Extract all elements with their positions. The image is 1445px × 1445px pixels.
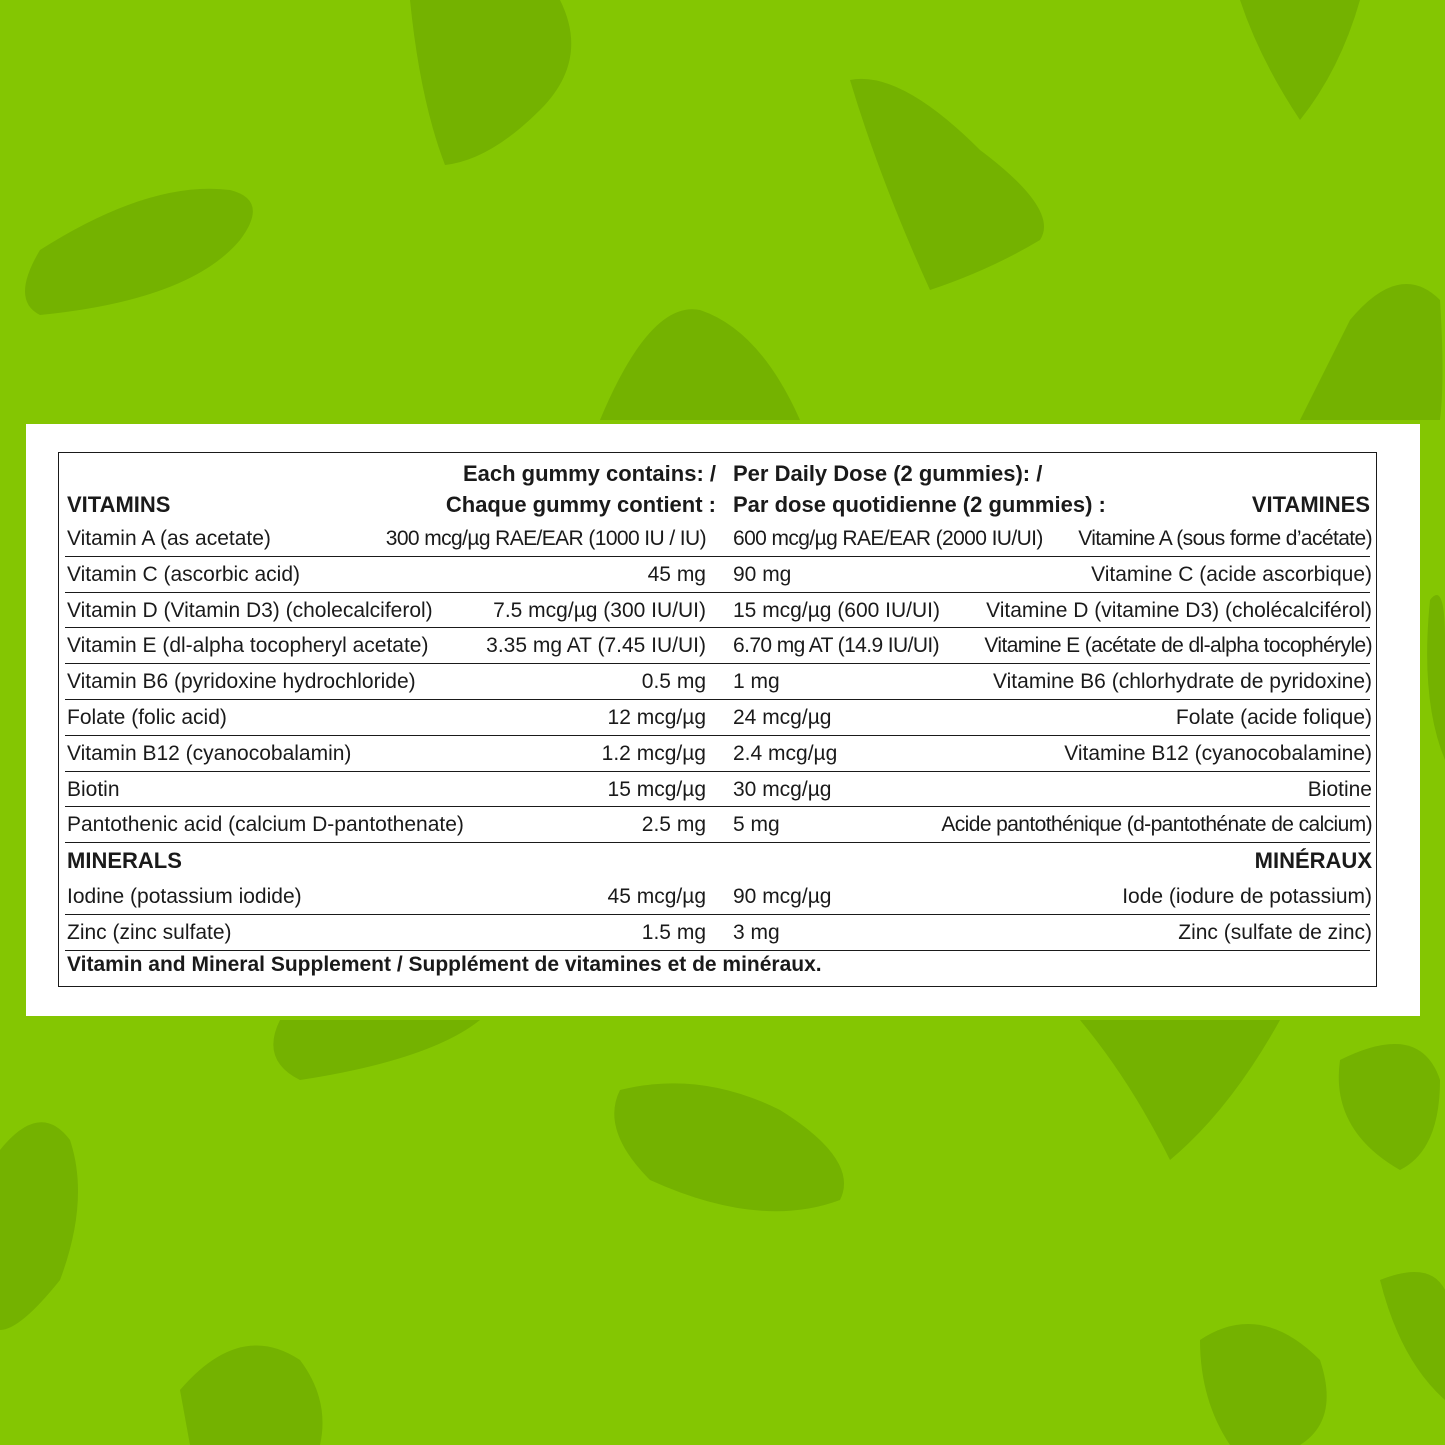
table-row	[59, 664, 1376, 700]
amount-per-gummy: 45 mg	[647, 562, 706, 586]
amount-per-day: 90 mg	[733, 562, 792, 586]
vitamins-heading-en: VITAMINS	[67, 492, 171, 517]
nutrient-name-en: Iodine (potassium iodide)	[67, 884, 302, 908]
amount-per-gummy: 12 mcg/µg	[607, 705, 706, 729]
amount-per-gummy: 15 mcg/µg	[607, 777, 706, 801]
supplement-facts-table	[58, 452, 1377, 987]
supplement-description: Vitamin and Mineral Supplement / Supplément de vitamines et de minéraux.	[67, 953, 822, 976]
nutrient-name-en: Folate (folic acid)	[67, 705, 227, 729]
amount-per-day: 15 mcg/µg (600 IU/UI)	[733, 598, 941, 622]
nutrient-name-en: Vitamin A (as acetate)	[67, 527, 271, 550]
table-row	[59, 628, 1376, 664]
nutrient-name-fr: Acide pantothénique (d-pantothénate de calcium)	[941, 813, 1372, 837]
amount-per-gummy: 45 mcg/µg	[607, 884, 706, 908]
nutrient-name-fr: Zinc (sulfate de zinc)	[1178, 920, 1372, 944]
amount-per-day: 6.70 mg AT (14.9 IU/UI)	[733, 634, 940, 658]
nutrient-name-fr: Iode (iodure de potassium)	[1122, 884, 1372, 908]
amount-per-day: 30 mcg/µg	[733, 777, 832, 801]
table-row	[59, 521, 1376, 557]
amount-per-day: 2.4 mcg/µg	[733, 741, 838, 765]
per-gummy-heading-en: Each gummy contains: /	[462, 461, 716, 486]
nutrient-name-en: Pantothenic acid (calcium D-pantothenate)	[67, 813, 464, 837]
nutrient-name-fr: Vitamine D (vitamine D3) (cholécalciférol)	[986, 598, 1372, 622]
minerals-heading-en: MINERALS	[67, 848, 182, 874]
nutrient-name-fr: Folate (acide folique)	[1175, 705, 1372, 729]
table-row	[59, 915, 1376, 951]
table-row	[59, 807, 1376, 843]
per-day-heading-fr: Par dose quotidienne (2 gummies) :	[733, 492, 1106, 517]
minerals-section-header	[59, 843, 1376, 879]
amount-per-day: 3 mg	[733, 920, 780, 944]
table-header	[59, 453, 1376, 521]
nutrient-name-en: Vitamin B6 (pyridoxine hydrochloride)	[67, 670, 416, 694]
amount-per-gummy: 1.2 mcg/µg	[601, 741, 706, 765]
amount-per-day: 1 mg	[733, 670, 780, 694]
amount-per-day: 90 mcg/µg	[733, 884, 832, 908]
amount-per-day: 24 mcg/µg	[733, 705, 832, 729]
nutrient-name-en: Biotin	[67, 777, 120, 801]
table-row	[59, 593, 1376, 629]
nutrient-name-fr: Vitamine C (acide ascorbique)	[1091, 562, 1372, 586]
amount-per-gummy: 300 mcg/µg RAE/EAR (1000 IU / IU)	[385, 527, 706, 550]
nutrient-name-fr: Vitamine B6 (chlorhydrate de pyridoxine)	[993, 670, 1372, 694]
nutrient-name-en: Vitamin C (ascorbic acid)	[67, 562, 301, 586]
per-day-heading-en: Per Daily Dose (2 gummies): /	[733, 461, 1043, 486]
table-row	[59, 879, 1376, 915]
nutrient-name-fr: Vitamine B12 (cyanocobalamine)	[1064, 741, 1372, 765]
nutrient-name-fr: Vitamine E (acétate de dl-alpha tocophéryle)	[984, 634, 1372, 658]
supplement-facts-panel	[26, 424, 1420, 1016]
nutrient-name-en: Zinc (zinc sulfate)	[67, 920, 232, 944]
amount-per-gummy: 1.5 mg	[641, 920, 706, 944]
minerals-heading-fr: MINÉRAUX	[1254, 848, 1372, 874]
table-row	[59, 700, 1376, 736]
amount-per-gummy: 3.35 mg AT (7.45 IU/UI)	[486, 634, 706, 658]
amount-per-gummy: 0.5 mg	[641, 670, 706, 694]
nutrient-name-fr: Biotine	[1307, 777, 1372, 801]
nutrient-rows	[59, 521, 1376, 951]
vitamins-heading-fr: VITAMINES	[1251, 492, 1370, 517]
nutrient-name-en: Vitamin B12 (cyanocobalamin)	[67, 741, 352, 765]
amount-per-day: 600 mcg/µg RAE/EAR (2000 IU/UI)	[733, 527, 1043, 550]
table-row	[59, 736, 1376, 772]
amount-per-gummy: 7.5 mcg/µg (300 IU/UI)	[493, 598, 706, 622]
nutrient-name-en: Vitamin E (dl-alpha tocopheryl acetate)	[67, 634, 429, 658]
amount-per-day: 5 mg	[733, 813, 780, 837]
nutrient-name-fr: Vitamine A (sous forme d’acétate)	[1078, 527, 1372, 550]
table-row	[59, 772, 1376, 808]
table-row	[59, 557, 1376, 593]
per-gummy-heading-fr: Chaque gummy contient :	[445, 492, 716, 517]
amount-per-gummy: 2.5 mg	[641, 813, 706, 837]
nutrient-name-en: Vitamin D (Vitamin D3) (cholecalciferol)	[67, 598, 433, 622]
